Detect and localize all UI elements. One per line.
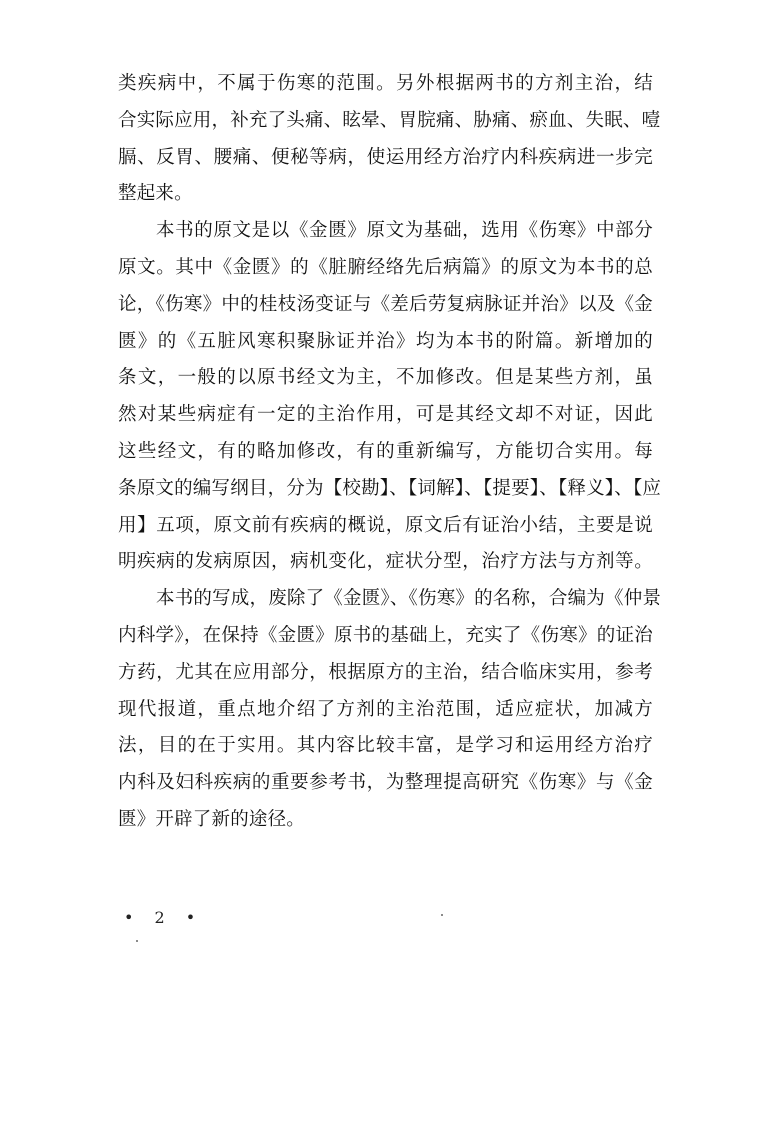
paragraph-1-line-1: 类疾病中，不属于伤寒的范围。另外根据两书的方剂主治，结 xyxy=(118,73,653,94)
paragraph-3-line-6: 内科及妇科疾病的重要参考书，为整理提高研究《伤寒》与《金 xyxy=(118,772,653,794)
paragraph-3-line-2: 内科学》，在保持《金匮》原书的基础上，充实了《伤寒》的证治 xyxy=(118,624,653,646)
paragraph-1-line-3: 膈、反胃、腰痛、便秘等病，使运用经方治疗内科疾病进一步完 xyxy=(118,146,653,168)
paragraph-2-line-4: 匮》的《五脏风寒积聚脉证并治》均为本书的附篇。新增加的 xyxy=(118,330,653,352)
paragraph-3-line-7: 匮》开辟了新的途径。 xyxy=(118,808,306,830)
paragraph-2-line-7: 这些经文，有的略加修改，有的重新编写，方能切合实用。每 xyxy=(118,440,653,462)
paragraph-2-line-1: 本书的原文是以《金匮》原文为基础，选用《伤寒》中部分 xyxy=(156,220,653,242)
paragraph-3-line-4: 现代报道，重点地介绍了方剂的主治范围，适应症状，加减方 xyxy=(118,698,653,720)
page-number: • 2 • xyxy=(124,908,204,927)
paragraph-2-line-3: 论，《伤寒》中的桂枝汤变证与《差后劳复病脉证并治》以及《金 xyxy=(118,293,653,315)
paragraph-1-line-2: 合实际应用，补充了头痛、眩晕、胃脘痛、胁痛、瘀血、失眠、噎 xyxy=(118,109,661,131)
scan-speck xyxy=(441,914,443,916)
paragraph-2-line-9: 用】五项，原文前有疾病的概说，原文后有证治小结，主要是说 xyxy=(118,514,653,536)
scan-speck xyxy=(136,940,138,942)
paragraph-2-line-10: 明疾病的发病原因，病机变化，症状分型，治疗方法与方剂等。 xyxy=(118,551,653,573)
paragraph-3-line-5: 法，目的在于实用。其内容比较丰富，是学习和运用经方治疗 xyxy=(118,735,653,757)
paragraph-3-line-1: 本书的写成，废除了《金匮》、《伤寒》的名称，合编为《仲景 xyxy=(156,588,662,610)
body-text xyxy=(118,66,662,839)
paragraph-2-line-6: 然对某些病症有一定的主治作用，可是其经文却不对证，因此 xyxy=(118,404,653,426)
paragraph-2-line-2: 原文。其中《金匮》的《脏腑经络先后病篇》的原文为本书的总 xyxy=(118,256,653,278)
paragraph-3-line-3: 方药，尤其在应用部分，根据原方的主治，结合临床实用，参考 xyxy=(118,661,653,683)
paragraph-2-line-8: 条原文的编写纲目，分为【校勘】、【词解】、【提要】、【释义】、【应 xyxy=(118,477,662,499)
paragraph-2-line-5: 条文，一般的以原书经文为主，不加修改。但是某些方剂，虽 xyxy=(118,367,653,389)
paragraph-1-line-4: 整起来。 xyxy=(118,183,193,205)
